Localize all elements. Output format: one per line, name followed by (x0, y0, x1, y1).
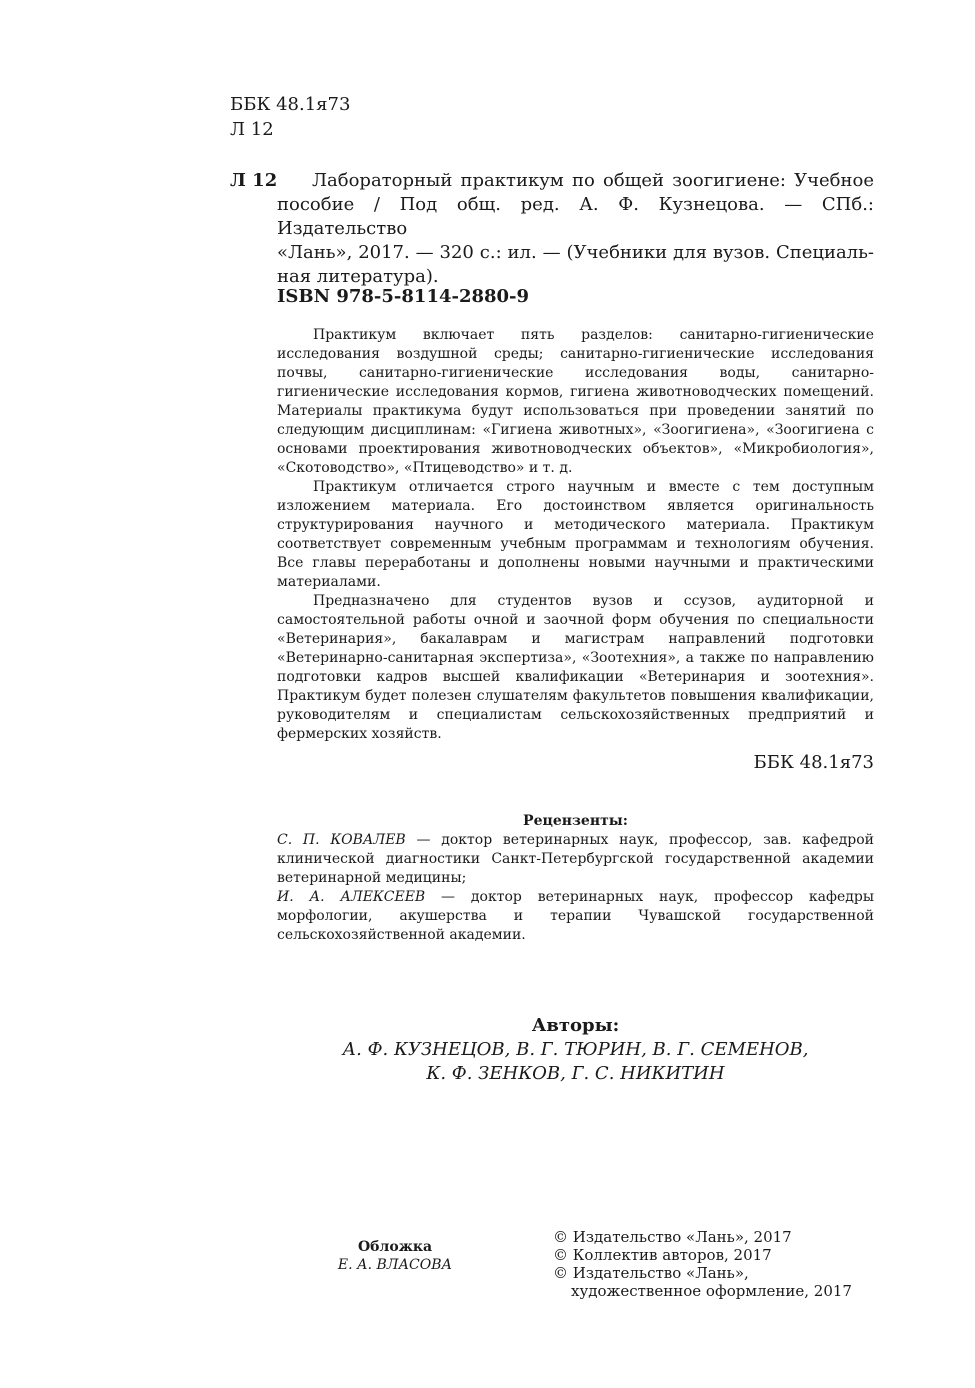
copyright-block (553, 1228, 852, 1300)
reviewer-description: — доктор ветеринарных наук, профессор, зав. кафедрой клинической диагностики Санкт-Петербургской государственной академии ветеринарной медицины; (277, 832, 874, 886)
reviewer-name: И. А. АЛЕКСЕЕВ (277, 889, 426, 905)
annotation-paragraph: Предназначено для студентов вузов и ссузов, аудиторной и самостоятельной работы очной и заочной форм обучения по специальности «Ветеринария», бакалаврам и магистрам направлений подготовки «Ветеринарно-санитарная экспертиза», «Зоотехния», а также по направлению подготовки кадров высшей квалификации «Ветеринария и зоотехния». Практикум будет полезен слушателям факультетов повышения квалификации, руководителям и специалистам сельскохозяйственных предприятий и фермерских хозяйств. (277, 593, 874, 742)
annotation (277, 326, 874, 744)
reviewer-entry (277, 888, 874, 945)
reviewer-name: С. П. КОВАЛЕВ (277, 832, 406, 848)
reviewers-list (277, 831, 874, 945)
authors-line: К. Ф. ЗЕНКОВ, Г. С. НИКИТИН (426, 1063, 725, 1084)
cover-heading: Обложка (357, 1239, 433, 1255)
reviewer-description: — доктор ветеринарных наук, профессор кафедры морфологии, акушерства и терапии Чувашской государственной сельскохозяйственной академии. (277, 889, 874, 943)
bibliography-line: ная литература). (277, 266, 439, 287)
bibliography-line: пособие / Под общ. ред. А. Ф. Кузнецова. — СПб.: Издательство (277, 194, 874, 239)
annotation-paragraph: Практикум отличается строго научным и вместе с тем доступным изложением материала. Его достоинством является оригинальность структурирования научного и методического материала. Практикум соответствует современным учебным программам и технологиям обучения. Все главы переработаны и дополнены новыми научными и практическими материалами. (277, 479, 874, 590)
bbk-code-right: ББК 48.1я73 (753, 752, 874, 773)
authors-line: А. Ф. КУЗНЕЦОВ, В. Г. ТЮРИН, В. Г. СЕМЕНОВ, (342, 1039, 809, 1060)
copyright-line: © Издательство «Лань», 2017 (553, 1228, 792, 1246)
author-mark: Л 12 (230, 119, 274, 140)
copyright-line: © Издательство «Лань», (553, 1264, 749, 1282)
bibliography-line: Лабораторный практикум по общей зоогигиене: Учебное (312, 170, 874, 191)
bbk-code: ББК 48.1я73 (230, 94, 351, 115)
copyright-line: художественное оформление, 2017 (571, 1282, 852, 1300)
annotation-paragraph: Практикум включает пять разделов: санитарно-гигиенические исследования воздушной среды; санитарно-гигиенические исследования почвы, санитарно-гигиенические исследования воды, санитарно-гигиенические исследования кормов, гигиена животноводческих помещений. Материалы практикума будут использоваться при проведении занятий по следующим дисциплинам: «Гигиена животных», «Зоогигиена», «Зоогигиена с основами проектирования животноводческих объектов», «Микробиология», «Скотоводство», «Птицеводство» и т. д. (277, 327, 874, 476)
reviewers-heading: Рецензенты: (523, 813, 628, 829)
copyright-line: © Коллектив авторов, 2017 (553, 1246, 772, 1264)
bibliography-line: «Лань», 2017. — 320 с.: ил. — (Учебники для вузов. Специаль- (277, 242, 874, 263)
authors-heading: Авторы: (531, 1015, 620, 1036)
bibliography-mark: Л 12 (230, 170, 278, 191)
cover-designer: Е. А. ВЛАСОВА (337, 1257, 453, 1273)
reviewer-entry (277, 831, 874, 888)
isbn: ISBN 978-5-8114-2880-9 (277, 286, 530, 307)
bibliography-record (277, 169, 874, 289)
